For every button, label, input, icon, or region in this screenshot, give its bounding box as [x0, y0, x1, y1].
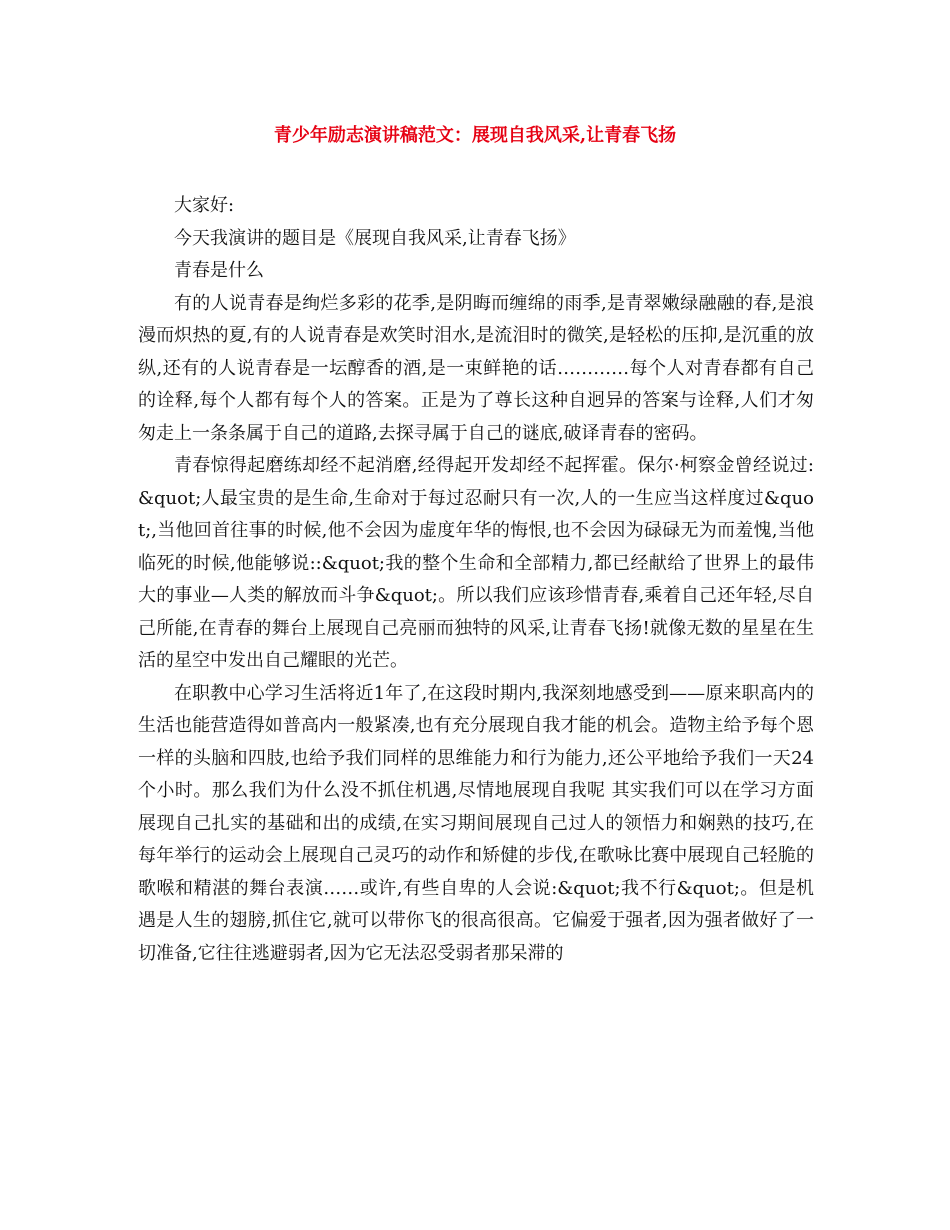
paragraph-question: 青春是什么	[174, 260, 264, 281]
paragraph-body: 在职教中心学习生活将近1年了,在这段时期内,我深刻地感受到——原来职高内的生活也能营造得如普高内一般紧凑,也有充分展现自我才能的机会。造物主给予每个恩一样的头脑和四肢,也给予我们同样的思维能力和行为能力,还公平地给予我们一天24个小时。那么我们为什么没不抓住机遇,尽情地展现自我呢 其实我们可以在学习方面展现自己扎实的基础和出的成绩,在实习期间展现自己过人的领悟力和娴熟的技巧,在每年举行的运动会上展现自己灵巧的动作和矫健的步伐,在歌咏比赛中展现自己轻脆的歌喉和精湛的舞台表演……或许,有些自卑的人会说:&quot;我不行&quot;。但是机遇是人生的翅膀,抓住它,就可以带你飞的很高很高。它偏爱于强者,因为强者做好了一切准备,它往往逃避弱者,因为它无法忍受弱者那呆滞的	[138, 682, 814, 964]
paragraph-topic: 今天我演讲的题目是《展现自我风采,让青春飞扬》	[174, 227, 576, 249]
paragraph-body: 青春惊得起磨练却经不起消磨,经得起开发却经不起挥霍。保尔·柯察金曾经说过:&quot;人最宝贵的是生命,生命对于每过忍耐只有一次,人的一生应当这样度过&quot;,当他回首往事的时候,他不会因为虚度年华的悔恨,也不会因为碌碌无为而羞愧,当他临死的时候,他能够说::&quot;我的整个生命和全部精力,都已经献给了世界上的最伟大的事业—人类的解放而斗争&quot;。所以我们应该珍惜青春,乘着自己还年轻,尽自己所能,在青春的舞台上展现自己亮丽而独特的风采,让青春飞扬!就像无数的星星在生活的星空中发出自己耀眼的光芒。	[138, 455, 814, 671]
document-body	[138, 190, 814, 970]
paragraph-body: 有的人说青春是绚烂多彩的花季,是阴晦而缠绵的雨季,是青翠嫩绿融融的春,是浪漫而炽热的夏,有的人说青春是欢笑时泪水,是流泪时的微笑,是轻松的压抑,是沉重的放纵,还有的人说青春是一坛醇香的酒,是一束鲜艳的话…………每个人对青春都有自己的诠释,每个人都有每个人的答案。正是为了尊长这种自迥异的答案与诠释,人们才匆匆走上一条条属于自己的道路,去探寻属于自己的谜底,破译青春的密码。	[138, 292, 814, 444]
document-title: 青少年励志演讲稿范文：展现自我风采,让青春飞扬	[273, 125, 677, 146]
paragraph-greeting: 大家好:	[174, 195, 235, 216]
